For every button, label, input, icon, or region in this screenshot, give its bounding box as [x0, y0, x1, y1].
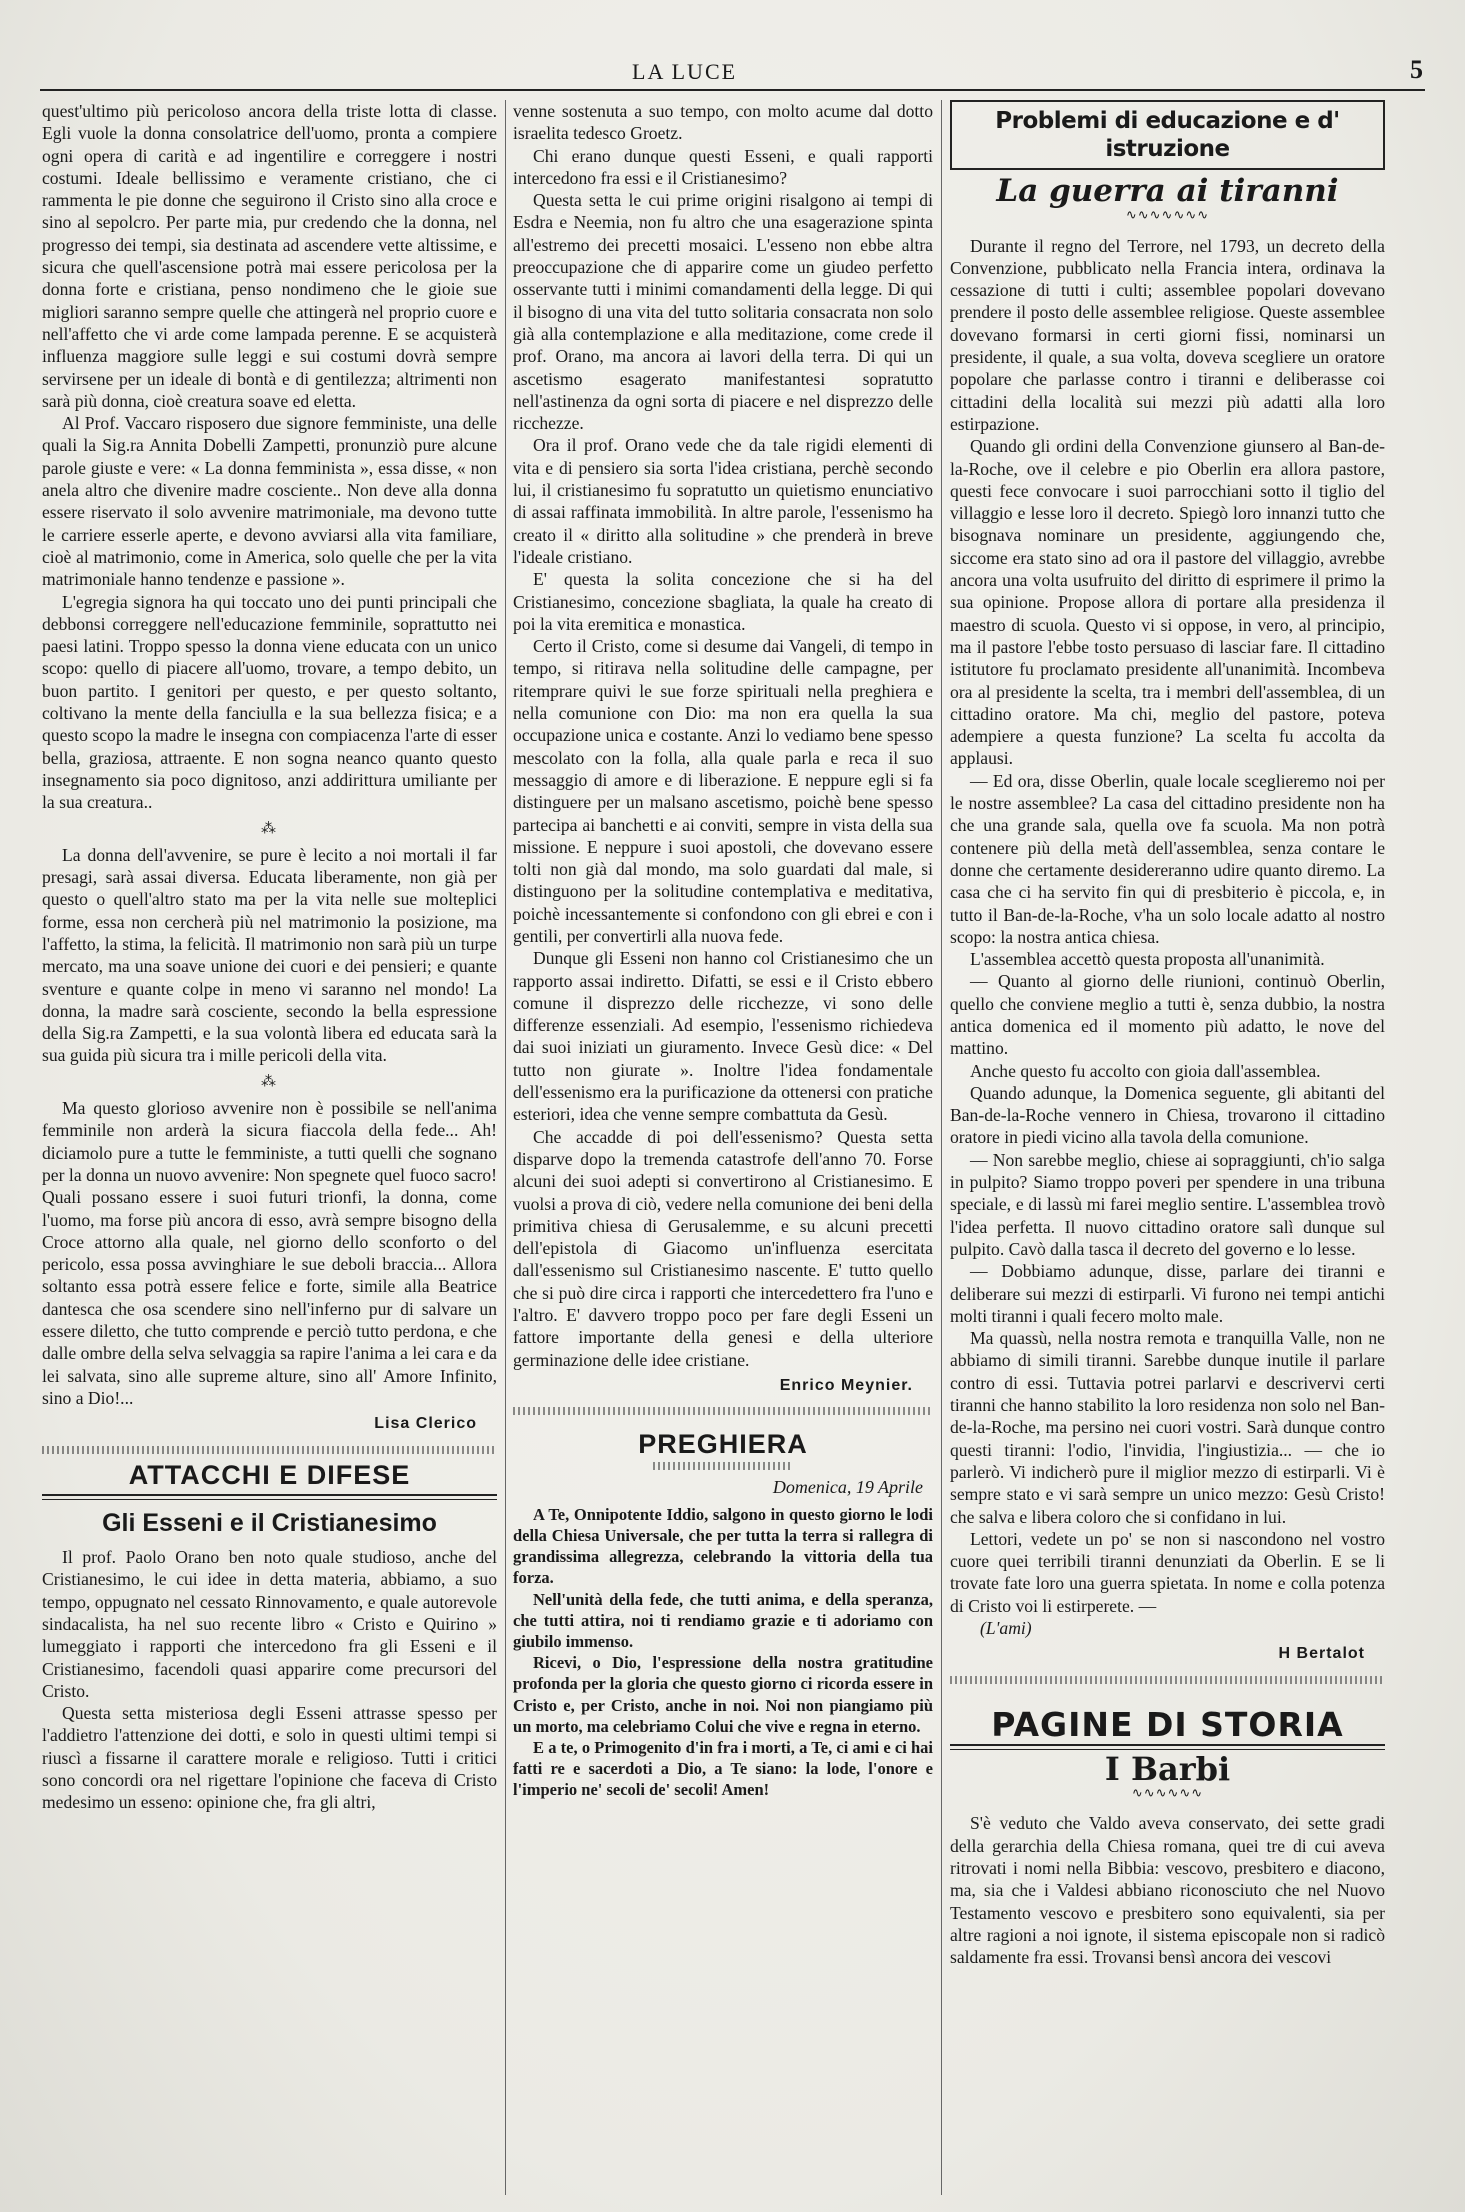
paragraph: Quando gli ordini della Convenzione giunsero al Ban-de-la-Roche, ove il celebre e pio Oberlin era allora pastore, questi fece convocare i suoi parrocchiani sotto il tiglio del villaggio e lesse loro il decreto. Spiegò loro innanzi tutto che bisognava nominare un presidente, aggiungendo che, siccome era stato sino ad ora il pastore del villaggio, avrebbe ancora una volta usufruito del diritto di esprimere il primo la sua opinione. Propose allora di portare alla presidenza il maestro di scuola. Questo vi si oppose, in vero, al principio, ma il pastore l'ebbe tosto persuaso di lasciar fare. Il cittadino istitutore fu proclamato presidente all'unanimità. Incombeva ora al presidente la scelta, tra i membri dell'assemblea, di un cittadino oratore. Ma chi, meglio del pastore, poteva adempiere a questa funzione? La scelta fu accolta da applausi.	[950, 436, 1385, 769]
paragraph: S'è veduto che Valdo aveva conservato, dei sette gradi della gerarchia della Chiesa romana, quei tre di cui aveva ritrovati i nomi nella Bibbia: vescovo, presbitero e diacono, ma, sia che i Valdesi abbiano riconosciuto che nel Nuovo Testamento vescovo e presbitero sono equivalenti, sia per altre ragioni a noi ignote, il sistema episcopale non si radicò saldamente fra essi. Trovansi bensì ancora dei vescovi	[950, 1813, 1385, 1968]
ornament-rule: ∿∿∿∿∿∿	[1131, 1785, 1204, 1801]
paragraph: Questa setta le cui prime origini risalgono ai tempi di Esdra e Neemia, non fu altro che una esagerazione spinta all'estremo dei precetti mosaici. L'esseno non ebbe altra preoccupazione che di apparire come un giudeo perfetto osservante tutti i minimi comandamenti della legge. Di qui il bisogno di una vita del tutto solitaria consacrata non solo già alla contemplazione e alla meditazione, come crede il prof. Orano, ma ancora ai lavori della terra. Di qui un ascetismo esagerato manifestantesi sopratutto nell'astinenza da ogni sorta di piacere e nel disprezzo delle ricchezze.	[513, 190, 933, 434]
article-title: Gli Esseni e il Cristianesimo	[102, 1508, 437, 1537]
source-credit: (L'ami)	[980, 1618, 1032, 1638]
paragraph: Che accadde di poi dell'essenismo? Questa setta disparve dopo la tremenda catastrofe dell'anno 70. Forse alcuni dei suoi adepti si convertirono al Cristianesimo. E vuolsi a prova di ciò, vedere nella comunione dei beni della primitiva chiesa di Gerusalemme, e su alcuni precetti dell'epistola di Giacomo un'influenza esercitata dall'essenismo sul Cristianesimo nascente. E' tutto quello che si può dire circa i rapporti che intercedettero fra l'uno e l'altro. E' davvero troppo poco per fare degli Esseni un fattore importante della genesi e della ulteriore germinazione delle idee cristiane.	[513, 1126, 933, 1370]
newspaper-title: LA LUCE	[632, 59, 738, 84]
wavy-rule	[653, 1462, 793, 1470]
paragraph: Ma quassù, nella nostra remota e tranquilla Valle, non ne abbiamo di simili tiranni. Sarebbe dunque inutile il parlare contro di essi. Tuttavia potrei parlarvi e descrivervi certi tiranni che hanno stabilito la loro residenza non solo nel Ban-de-la-Roche, ma persino nei cuori vostri. Sarà dunque contro questi tiranni: l'odio, l'invidia, l'ingiustizia... — che io parlerò. Vi indicherò pure il miglior mezzo di estirparli. Vi è sempre stato e vi sarà sempre un unico mezzo: Gesù Cristo! che salva e libera coloro che si confidano in lui.	[950, 1328, 1385, 1527]
double-rule	[950, 1744, 1385, 1750]
column-2	[513, 100, 933, 1801]
author-signature: Enrico Meynier.	[779, 1376, 913, 1394]
column-divider	[505, 100, 506, 2195]
paragraph: quest'ultimo più pericoloso ancora della triste lotta di classe. Egli vuole la donna consolatrice dell'uomo, pronta a compiere ogni opera di carità e ad ingentilire e correggere i nostri costumi. Ideale bellissimo e veramente cristiano, che ci rammenta le pie donne che seguirono il Cristo sino alla croce e sino al sepolcro. Per parte mia, pur credendo che la donna, nel progresso dei tempi, sia destinata ad ascendere vette altissime, e sicura che quell'ascensione potrà mai essere pericolosa per la donna forte e cristiana, penso nondimeno che le gioie sue migliori saranno sempre quelle che attingerà nel proprio cuore e nell'affetto che vi arde come lampada perenne. E se acquisterà influenza maggiore sulle leggi e sui costumi dovrà sempre servirsene per un ideale di bontà e di gentilezza; altrimenti non sarà più donna, cioè creatura soave ed eletta.	[42, 101, 497, 411]
prayer-title: PREGHIERA	[638, 1429, 808, 1460]
paragraph: Ricevi, o Dio, l'espressione della nostra gratitudine profonda per la gloria che questo giorno ci ricorda essere in Cristo e, per Cristo, anche in noi. Noi non piangiamo più un morto, ma celebriamo Colui che vive e regna in eterno.	[513, 1653, 933, 1736]
paragraph: Anche questo fu accolto con gioia dall'assemblea.	[970, 1060, 1321, 1081]
wavy-rule	[950, 1676, 1385, 1684]
paragraph: Certo il Cristo, come si desume dai Vangeli, di tempo in tempo, si ritirava nella solitudine delle campagne, per ritemprare quivi le sue forze spirituali nella preghiera e nella comunione con Dio: ma non era quella la sua occupazione unica e costante. Anzi lo vediamo bene spesso mescolato con la folla, alla quale parla e reca il suo messaggio di amore e di liberazione. E neppure egli si fa distinguere per un malsano ascetismo, poichè bene spesso partecipa ai banchetti e ai conviti, sempre in vista della sua missione. E neppure i suoi apostoli, che dovevano essere tolti non già dal mondo, ma solo guardati dal male, si distinguono per la solitudine contemplativa e meditativa, poichè incessantemente si confondono con gli ebrei e con i gentili, per convertirli alla nuova fede.	[513, 636, 933, 946]
section-title: Problemi di educazione e d' istruzione	[995, 108, 1340, 162]
section-box	[950, 100, 1385, 170]
paragraph: Ma questo glorioso avvenire non è possibile se nell'anima femminile non arderà la sicura fiaccola della fede... Ah! diciamolo pure a tutte le femministe, a tutti quelli che sognano per la donna un nuovo avvenire: Non spegnete quel fuoco sacro! Quali possano essere i suoi futuri trionfi, la donna, come l'uomo, ma forse più ancora di esso, avrà sempre bisogno della Croce attorno alla quale, nel giorno dello sconforto o del pericolo, essa possa avvinghiare le sue deboli braccia... Allora soltanto essa potrà essere felice e forte, simile alla Beatrice dantesca che osa scendere sino nell'inferno pur di salvare un essere diletto, che tutto comprende e perciò tutto perdona, e che dalle ombre della selva selvaggia sa rapire l'anima a lei cara e da lei salvata, sino alle supreme alture, sino all' Amore Infinito, sino a Dio!...	[42, 1098, 497, 1408]
paragraph: L'egregia signora ha qui toccato uno dei punti principali che debbonsi correggere nell'educazione femminile, soprattutto nei paesi latini. Troppo spesso la donna viene educata con un unico scopo: quello di piacere all'uomo, trovare, a tempo debito, un buon partito. I genitori per questo, e per questo soltanto, coltivano la mente della fanciulla e la sua bellezza fisica; e a questo scopo la madre le insegna con compiacenza l'arte di esser bella, graziosa, attraente. E non sogna neanco quanto questo insegnamento sia poco dignitoso, anzi addirittura umiliante per la sua creatura..	[42, 591, 497, 813]
column-3	[950, 100, 1385, 1969]
paragraph: E a te, o Primogenito d'in fra i morti, a Te, ci ami e ci hai fatti re e sacerdoti a Dio, a Te siano: la lode, l'onore e l'imperio ne' secoli de' secoli! Amen!	[513, 1738, 933, 1800]
header-rule	[40, 89, 1425, 91]
paragraph: Ora il prof. Orano vede che da tale rigidi elementi di vita e di pensiero sia sorta l'idea cristiana, perchè secondo lui, il cristianesimo fu sopratutto un quietismo enunciativo di assai raffinata immobilità. In altre parole, l'essenismo ha creato il « diritto alla solitudine » che prenderà in breve l'ideale cristiano.	[513, 435, 933, 567]
page-number: 5	[1410, 55, 1423, 84]
column-1	[42, 100, 497, 1814]
paragraph: La donna dell'avvenire, se pure è lecito a noi mortali il far presagi, sarà assai diversa. Educata liberamente, non già per questo o quell'altro stato ma per la vita nelle sue molteplici forme, essa non cercherà più nel matrimonio la posizione, ma l'affetto, la stima, la felicità. Il matrimonio non sarà più un turpe mercato, ma una soave unione dei cuori e dei pensieri; e quante sventure e quante colpe in meno vi saranno nel mondo! La donna, la madre sarà cosciente, secondo la bella espressione della Sig.ra Zampetti, e la sua volontà libera ed educata sarà la sua guida più sicura tra i mille pericoli della vita.	[42, 844, 497, 1066]
paragraph: Questa setta misteriosa degli Esseni attrasse spesso per l'addietro l'attenzione dei dotti, e solo in questi ultimi tempi si riuscì a fissarne il carattere morale e religioso. Tutti i critici sono concordi ora nel rigettare l'opinione che faceva di Cristo medesimo un esseno: opinione che, fra gli altri,	[42, 1703, 497, 1813]
author-signature: H Bertalot	[1278, 1645, 1365, 1663]
paragraph: venne sostenuta a suo tempo, con molto acume dal dotto israelita tedesco Groetz.	[513, 101, 933, 144]
paragraph: — Dobbiamo adunque, disse, parlare dei tiranni e deliberare sui mezzi di estirparli. Vi furono nei tempi antichi molti tiranni i quali fecero molto male.	[950, 1261, 1385, 1326]
paragraph: — Quanto al giorno delle riunioni, continuò Oberlin, quello che conviene meglio a tutti è, senza dubbio, la nostra antica domenica ed il momento più adatto, le nove del mattino.	[950, 971, 1385, 1059]
asterism-separator: ⁂	[261, 820, 278, 837]
article-title: I Barbi	[1104, 1749, 1231, 1788]
paragraph: Lettori, vedete un po' se non si nascondono nel vostro cuore quei terribili tiranni denunziati da Oberlin. E se li trovate fate loro una guerra spietata. In nome e colla potenza di Cristo voi li estirperete. —	[950, 1528, 1385, 1616]
wavy-rule	[42, 1446, 497, 1454]
paragraph: L'assemblea accettò questa proposta all'unanimità.	[970, 949, 1325, 970]
paragraph: Durante il regno del Terrore, nel 1793, un decreto della Convenzione, pubblicato nella Francia intera, ordinava la cessazione di tutti i culti; assemblee popolari dovevano prendere il posto delle assemblee religiose. Queste assemblee dovevano formarsi in certi giorni fissi, nominarsi un presidente, il quale, a sua volta, doveva scegliere un oratore popolare che parlasse contro i tiranni e deliberasse coi cittadini della località sui mezzi più adatti alla loro estirpazione.	[950, 235, 1385, 434]
asterism-separator: ⁂	[261, 1073, 278, 1090]
wavy-rule	[513, 1407, 933, 1415]
paragraph: — Ed ora, disse Oberlin, quale locale sceglieremo noi per le nostre assemblee? La casa del cittadino presidente non ha che una grande sala, quella ove fa scuola. Ma non potrà contenere più della metà dell'assemblea, senza contare le donne che certamente desidereranno udire quanto diremo. La casa che ci ha servito fin qui di presbiterio è piccola, e, in tutto il Ban-de-la-Roche, v'ha un solo locale adatto al nostro scopo: la nostra antica chiesa.	[950, 770, 1385, 947]
column-divider	[941, 100, 942, 2195]
prayer-text	[513, 1504, 933, 1801]
prayer-date: Domenica, 19 Aprile	[772, 1476, 923, 1497]
article-title: La guerra ai tiranni	[996, 173, 1339, 209]
paragraph: Quando adunque, la Domenica seguente, gli abitanti del Ban-de-la-Roche vennero in Chiesa, trovarono il cittadino oratore in piedi vicino alla tavola della comunione.	[950, 1082, 1385, 1148]
section-title: ATTACCHI E DIFESE	[128, 1459, 411, 1490]
paragraph: — Non sarebbe meglio, chiese ai sopraggiunti, ch'io salga in pulpito? Siamo troppo poveri per spendere in una tribuna speciale, e di lassù mi farei meglio sentire. L'assemblea trovò l'idea perfetta. Il nuovo cittadino oratore salì dunque sul pulpito. Cavò dalla tasca il decreto del governo e lo lesse.	[950, 1149, 1385, 1259]
double-rule	[42, 1494, 497, 1500]
author-signature: Lisa Clerico	[374, 1415, 477, 1433]
paragraph: Dunque gli Esseni non hanno col Cristianesimo che un rapporto assai indiretto. Difatti, se essi e il Cristo ebbero comune il disprezzo delle ricchezze, vi sono delle differenze essenziali. Ad esempio, l'essenismo richiedeva dai suoi iniziati un giuramento. Invece Gesù dice: « Del tutto non giurate ». Inoltre l'idea fondamentale dell'essenismo era la purificazione da ottenersi con pratiche esteriori, idea che venne sempre combattuta da Gesù.	[513, 948, 933, 1125]
running-header	[0, 55, 1465, 95]
paragraph: Il prof. Paolo Orano ben noto quale studioso, anche del Cristianesimo, le cui idee in detta materia, abbiamo, a suo tempo, oppugnato nel cessato Rinnovamento, e quale autorevole sindacalista, ha nel suo recente libro « Cristo e Quirino » lumeggiato i rapporti che intercedono fra gli Esseni e il Cristianesimo, facendoli quasi apparire come precursori del Cristo.	[42, 1547, 497, 1701]
paragraph: Nell'unità della fede, che tutti anima, e della speranza, che tutti attira, noi ti rendiamo grazie e ti adoriamo con giubilo immenso.	[513, 1589, 933, 1652]
paragraph: Al Prof. Vaccaro risposero due signore femministe, una delle quali la Sig.ra Annita Dobelli Zampetti, pronunziò pure alcune parole giuste e vere: « La donna femminista », essa disse, « non anela altro che divenire madre cosciente.. Non deve alla donna essere riservato il solo avvenire matrimoniale, ma devono tutte le carriere esserle aperte, e devono avviarsi alla vita familiare, cioè al matrimonio, come in America, solo quelle che per la vita matrimoniale hanno tendenze e passione ».	[42, 413, 497, 590]
ornament-rule: ∿∿∿∿∿∿∿	[1125, 207, 1210, 223]
paragraph: Chi erano dunque questi Esseni, e quali rapporti intercedono fra essi e il Cristianesimo?	[513, 145, 933, 188]
paragraph: E' questa la solita concezione che si ha del Cristianesimo, concezione sbagliata, la quale ha creato di poi la vita eremitica e monastica.	[513, 569, 933, 634]
paragraph: A Te, Onnipotente Iddio, salgono in questo giorno le lodi della Chiesa Universale, che per tutta la terra si rallegra di grandissima allegrezza, celebrando la vittoria della tua forza.	[513, 1504, 933, 1588]
section-title: PAGINE DI STORIA	[991, 1704, 1344, 1744]
